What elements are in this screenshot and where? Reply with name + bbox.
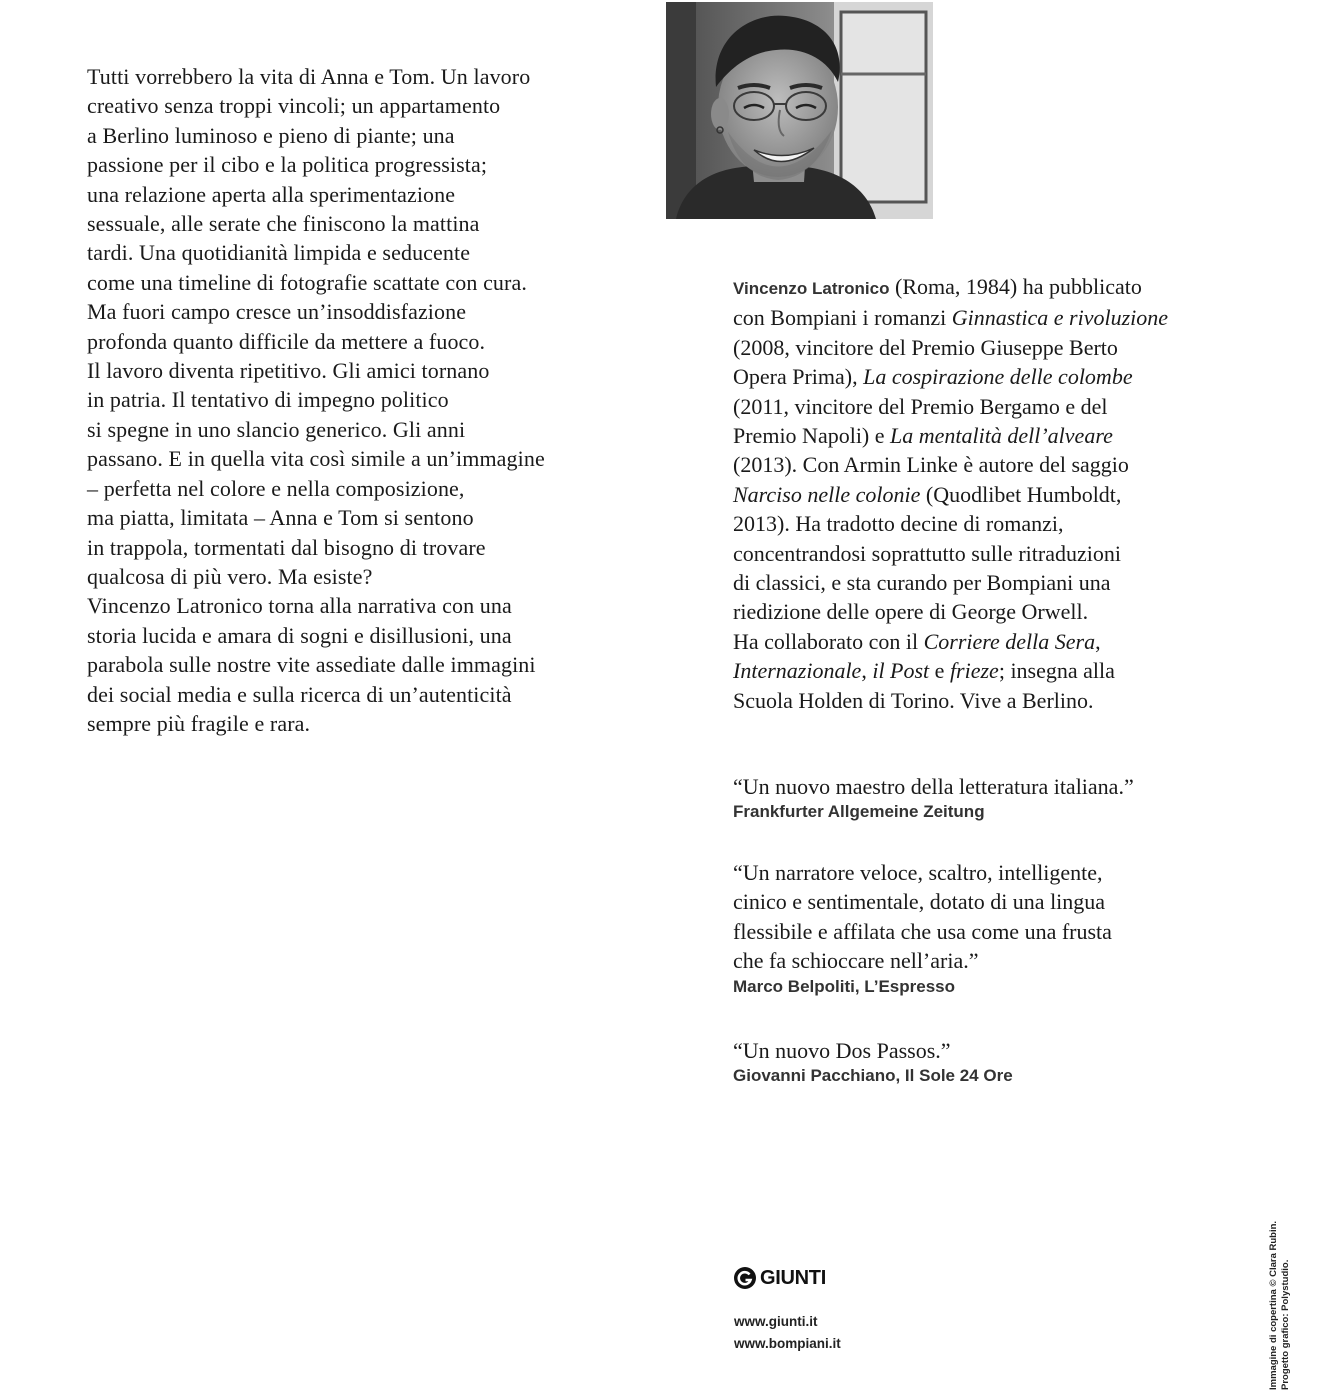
author-photo <box>666 2 933 219</box>
book-title: La cospirazione delle colombe <box>863 364 1133 390</box>
blurb-line: profonda quanto difficile da mettere a fuoco. <box>87 328 486 354</box>
bio-line <box>733 303 1293 332</box>
quote-text <box>733 1036 1293 1065</box>
blurb-line: dei social media e sulla ricerca di un’autenticità <box>87 681 512 707</box>
publication-title: il Post <box>872 658 930 684</box>
blurb-line: una relazione aperta alla sperimentazione <box>87 181 456 207</box>
bio-text: Opera Prima), <box>733 364 864 390</box>
quote-line: cinico e sentimentale, dotato di una lingua <box>733 889 1106 915</box>
blurb-line: sempre più fragile e rara. <box>87 710 311 736</box>
publication-title: Internazionale <box>733 658 862 684</box>
bio-line: Scuola Holden di Torino. Vive a Berlino. <box>733 687 1094 713</box>
blurb-line: a Berlino luminoso e pieno di piante; una <box>87 122 455 148</box>
bio-text: con Bompiani i romanzi <box>733 305 952 331</box>
bio-line <box>733 362 1293 391</box>
blurb-line: – perfetta nel colore e nella composizione, <box>87 475 465 501</box>
cover-image-credit: Immagine di copertina © Clara Rubin. <box>1268 1220 1279 1390</box>
book-title: Ginnastica e rivoluzione <box>951 305 1169 331</box>
blurb-line: Ma fuori campo cresce un’insoddisfazione <box>87 299 467 325</box>
book-title: Narciso nelle colonie <box>733 481 921 507</box>
publisher-name: GIUNTI <box>760 1266 826 1289</box>
blurb-line: passano. E in quella vita così simile a un’immagine <box>87 446 545 472</box>
bio-text: Premio Napoli) e <box>733 423 891 449</box>
bio-line: 2013). Ha tradotto decine di romanzi, <box>733 511 1064 537</box>
blurb-line: passione per il cibo e la politica progressista; <box>87 152 488 178</box>
bio-line <box>733 421 1293 450</box>
blurb-line: in patria. Il tentativo di impegno politico <box>87 387 449 413</box>
blurb-line: Il lavoro diventa ripetitivo. Gli amici tornano <box>87 358 490 384</box>
back-cover-blurb <box>87 62 647 738</box>
giunti-website-link[interactable]: www.giunti.it <box>734 1314 818 1329</box>
blurb-line: si spegne in uno slancio generico. Gli anni <box>87 416 466 442</box>
blurb-line: creativo senza troppi vincoli; un appartamento <box>87 93 501 119</box>
quote-line: “Un narratore veloce, scaltro, intelligente, <box>733 860 1103 885</box>
author-bio <box>733 272 1293 715</box>
bio-line <box>733 656 1293 685</box>
publication-title: frieze <box>949 658 999 684</box>
bio-text: Ha collaborato con il <box>733 628 924 654</box>
author-name: Vincenzo Latronico <box>733 279 890 298</box>
blurb-line: tardi. Una quotidianità limpida e seducente <box>87 240 471 266</box>
quote-text <box>733 858 1293 976</box>
blurb-line: come una timeline di fotografie scattate con cura. <box>87 269 527 295</box>
quote-source: Marco Belpoliti, L’Espresso <box>733 976 956 996</box>
bompiani-website-link[interactable]: www.bompiani.it <box>734 1336 841 1351</box>
bio-line: di classici, e sta curando per Bompiani una <box>733 570 1111 596</box>
quote-text <box>733 772 1293 801</box>
blurb-line: parabola sulle nostre vite assediate dalle immagini <box>87 652 536 678</box>
blurb-line: storia lucida e amara di sogni e disillusioni, una <box>87 622 512 648</box>
author-portrait-image <box>666 2 933 219</box>
publication-title: Corriere della Sera <box>923 628 1096 654</box>
bio-text: (Roma, 1984) ha pubblicato <box>889 274 1142 299</box>
bio-text: (Quodlibet Humboldt, <box>920 481 1122 507</box>
bio-line: (2013). Con Armin Linke è autore del saggio <box>733 452 1129 478</box>
bio-line: (2008, vincitore del Premio Giuseppe Berto <box>733 334 1118 360</box>
bio-line <box>733 627 1293 656</box>
review-quote <box>733 858 1293 997</box>
bio-line <box>733 480 1293 509</box>
quote-source: Giovanni Pacchiano, Il Sole 24 Ore <box>733 1066 1013 1086</box>
bio-line: (2011, vincitore del Premio Bergamo e del <box>733 393 1108 419</box>
bio-text: , <box>1095 628 1101 654</box>
bio-text: , <box>861 658 873 684</box>
quote-line: che fa schioccare nell’aria.” <box>733 948 979 974</box>
bio-line: concentrandosi soprattutto sulle ritraduzioni <box>733 540 1121 566</box>
review-quote <box>733 1036 1293 1086</box>
bio-text: e <box>929 658 950 684</box>
quote-line: flessibile e affilata che usa come una frusta <box>733 918 1112 944</box>
blurb-line: qualcosa di più vero. Ma esiste? <box>87 563 373 589</box>
graphic-design-credit: Progetto grafico: Polystudio. <box>1280 1259 1291 1390</box>
quote-line: “Un nuovo Dos Passos.” <box>733 1038 951 1063</box>
bio-line <box>733 272 1293 303</box>
publisher-logo <box>733 1266 826 1290</box>
bio-line: riedizione delle opere di George Orwell. <box>733 599 1089 625</box>
review-quote <box>733 772 1293 822</box>
blurb-line: in trappola, tormentati dal bisogno di trovare <box>87 534 486 560</box>
blurb-line: ma piatta, limitata – Anna e Tom si sentono <box>87 505 474 531</box>
blurb-line: Vincenzo Latronico torna alla narrativa con una <box>87 593 512 619</box>
quote-source: Frankfurter Allgemeine Zeitung <box>733 802 985 822</box>
credits <box>1268 1170 1292 1390</box>
blurb-line: Tutti vorrebbero la vita di Anna e Tom. Un lavoro <box>87 64 531 89</box>
book-title: La mentalità dell’alveare <box>890 423 1113 449</box>
bio-text: ; insegna alla <box>998 658 1115 684</box>
quote-line: “Un nuovo maestro della letteratura italiana.” <box>733 774 1134 799</box>
giunti-logo-icon <box>733 1266 757 1290</box>
blurb-line: sessuale, alle serate che finiscono la mattina <box>87 211 480 237</box>
